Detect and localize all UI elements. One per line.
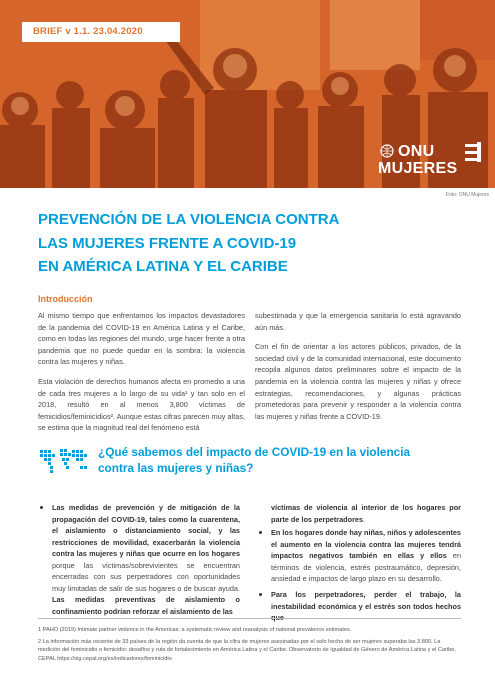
intro-paragraph-4: Con el fin de orientar a los actores públicos, privados, de la sociedad civil y de la comunidad internacional, este documento recopila algunos datos preliminares sobre el impacto de la pandemia en la violencia contra las mujeres y niñas y ofrece estrategias, recomendaciones, y algunas prácticas prometedoras para prevenir y responder a la violencia contra las mujeres y niñas frente a COVID-19.: [255, 342, 461, 421]
title-line-1: PREVENCIÓN DE LA VIOLENCIA CONTRA: [38, 211, 340, 228]
un-women-logo: [378, 143, 488, 179]
footnote-2: 2 La información más reciente de 33 países de la región da cuenta de que la cifra de mujeres asesinadas por el solo hecho de ser mujeres superaba las 3.800. La medición del feminicidio o femicidio: desafíos y ruta de fortalecimiento en América Latina y el Caribe. Observatorio de Igualdad de Género de América Latina y el Caribe, CEPAL https://oig.cepal.org/es/indicadores/feminicidio: [38, 639, 456, 662]
footnote-divider: [38, 618, 461, 619]
intro-paragraph-2: Esta violación de derechos humanos afecta en promedio a una de cada tres mujeres a lo largo de su vida¹ y tan solo en el 2018, resultó en al menos 3,800 víctimas de femicidios/feminicidios². Aunque estas cifras parecen muy altas, se estima que la magnitud real del fenómeno está: [38, 376, 245, 433]
version-badge: BRIEF v 1.1. 23.04.2020: [22, 22, 180, 42]
section-title: [98, 444, 468, 476]
bullet-dot: [259, 531, 262, 534]
intro-right-column: [255, 310, 461, 430]
title-line-2: LAS MUJERES FRENTE A COVID-19: [38, 234, 297, 252]
bullet-2-text: en términos de violencia, estrés postraumático, depresión, ansiedad e impactos de largo plazo en su desarrollo.: [271, 551, 461, 583]
footnote-1: 1 PAHO (2019) Intimate partner violence in the Americas: a systematic review and reanalysis of national prevalence estimates.: [38, 627, 352, 633]
un-emblem-icon: [380, 144, 394, 158]
bullet-1-continuation: víctimas de violencia al interior de los hogares por parte de los perpetradores.: [271, 503, 461, 524]
intro-paragraph-1: Al mismo tiempo que enfrentamos los impactos devastadores de la pandemia del COVID-19 en América Latina y el Caribe, como en todas las regiones del mundo, urge hacer frente a otra pandemia que no puede quedar en la sombra: la violencia contra las mujeres y niñas.: [38, 311, 245, 367]
bullet-1-continuation-bold: víctimas de violencia al interior de los hogares por parte de los perpetradores: [271, 503, 461, 524]
bullet-dot: [259, 593, 262, 596]
world-map-icon: [38, 446, 90, 476]
title-line-3: EN AMÉRICA LATINA Y EL CARIBE: [38, 258, 288, 275]
bullet-3-bold: Para los perpetradores, perder el trabajo, la inestabilidad económica y el estrés son todos hechos que: [271, 590, 461, 622]
logo-line-onu: ONU: [398, 143, 435, 160]
intro-paragraph-3: subestimada y que la emergencia sanitaria lo está agravando aún más.: [255, 311, 461, 332]
bullet-item-2: [271, 527, 461, 585]
bullet-item-1: [52, 502, 240, 617]
section-title-line-1: ¿Qué sabemos del impacto de COVID-19 en la violencia: [98, 445, 411, 459]
bullet-2-bold: En los hogares donde hay niñas, niños y adolescentes el aumento en la violencia contra las mujeres tendrá impactos negativos también en ellas y ellos: [271, 528, 461, 560]
logo-line-mujeres: MUJERES: [378, 160, 458, 177]
bullet-dot: [40, 506, 43, 509]
section-title-line-2: contra las mujeres y niñas?: [98, 461, 254, 475]
bullet-1-bold-2: Las medidas preventivas de aislamiento o confinamiento podrían reforzar el aislamiento de las: [52, 595, 240, 616]
header-photo: [0, 0, 495, 188]
section-header: [38, 440, 461, 480]
bullet-1-text: porque las víctimas/sobrevivientes se encuentran encerradas con sus perpetradores con oportunidades muy limitadas de salir de sus hogares o de buscar ayuda.: [52, 560, 240, 593]
intro-left-column: [38, 310, 245, 442]
bullet-1-bold: Las medidas de prevención y de mitigación de la propagación del COVID-19, tales como la cuarentena, el aislamiento o distanciamiento social, y las restricciones de movilidad, exacerbarán la violencia contra las mujeres y niñas que ocurre en los hogares: [52, 503, 240, 558]
equality-symbol-icon: [465, 142, 481, 162]
intro-heading: Introducción: [38, 294, 93, 304]
document-title: [38, 208, 458, 279]
photo-credit: Foto: ONU Mujeres: [445, 192, 489, 198]
